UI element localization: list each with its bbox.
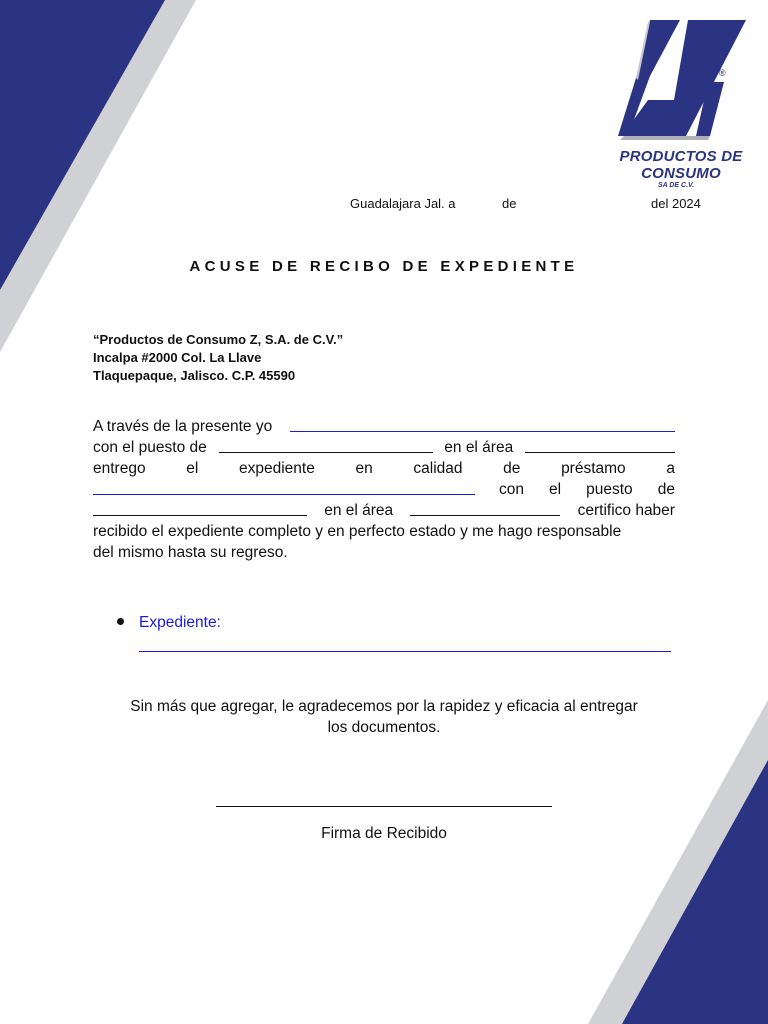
- body-line-5: en el área certifico haber: [93, 500, 675, 521]
- body-line-3: [93, 458, 675, 479]
- document-title: ACUSE DE RECIBO DE EXPEDIENTE: [189, 258, 579, 275]
- body-paragraph: [93, 416, 675, 563]
- name-blank[interactable]: [290, 416, 675, 432]
- body-line-1: A través de la presente yo: [93, 416, 675, 437]
- area-blank[interactable]: [525, 437, 675, 453]
- line3-word-4: calidad: [413, 460, 463, 477]
- line3-word-5: de: [503, 460, 521, 477]
- line3-word-2: expediente: [238, 460, 315, 477]
- line4-word-0: con: [499, 481, 524, 498]
- bullet-icon: [117, 618, 124, 625]
- signature-line[interactable]: [216, 806, 552, 807]
- line3-word-3: en: [355, 460, 373, 477]
- closing-text: Sin más que agregar, le agradecemos por la rapidez y eficacia al entregar los documentos.: [130, 698, 638, 736]
- expediente-label: Expediente:: [139, 614, 221, 631]
- date-year: del 2024: [651, 196, 701, 211]
- recipient-area-blank[interactable]: [410, 500, 560, 516]
- line3-word-6: préstamo: [561, 460, 626, 477]
- company-address-1: Incalpa #2000 Col. La Llave: [93, 350, 262, 365]
- line4-word-2: puesto: [586, 481, 633, 498]
- line4-word-3: de: [657, 481, 675, 498]
- recipient-blank[interactable]: [93, 479, 475, 495]
- top-left-navy-stripe: [0, 0, 165, 290]
- position-blank[interactable]: [219, 437, 433, 453]
- date-de: de: [502, 196, 517, 211]
- body-line-6: recibido el expediente completo y en perfecto estado y me hago responsable: [93, 523, 622, 540]
- company-name: “Productos de Consumo Z, S.A. de C.V.”: [93, 332, 344, 347]
- expediente-blank[interactable]: [139, 651, 671, 652]
- line3-word-0: entrego: [93, 460, 146, 477]
- company-address-2: Tlaquepaque, Jalisco. C.P. 45590: [93, 368, 296, 383]
- body-line-4: [93, 479, 675, 500]
- line3-word-1: el: [186, 460, 199, 477]
- body-line-7: del mismo hasta su regreso.: [93, 544, 288, 561]
- company-block: [93, 331, 343, 385]
- logo-wordmark: PRODUCTOS DE CONSUMO: [619, 148, 743, 182]
- signature-label: Firma de Recibido: [321, 825, 447, 842]
- date-city: Guadalajara Jal. a: [350, 196, 456, 211]
- line3-word-7: a: [666, 460, 675, 477]
- body-line-2: con el puesto de en el área: [93, 437, 675, 458]
- recipient-position-blank[interactable]: [93, 500, 307, 516]
- logo-suffix: SA DE C.V.: [657, 182, 695, 189]
- line4-word-1: el: [549, 481, 562, 498]
- registered-mark: ®: [719, 68, 726, 78]
